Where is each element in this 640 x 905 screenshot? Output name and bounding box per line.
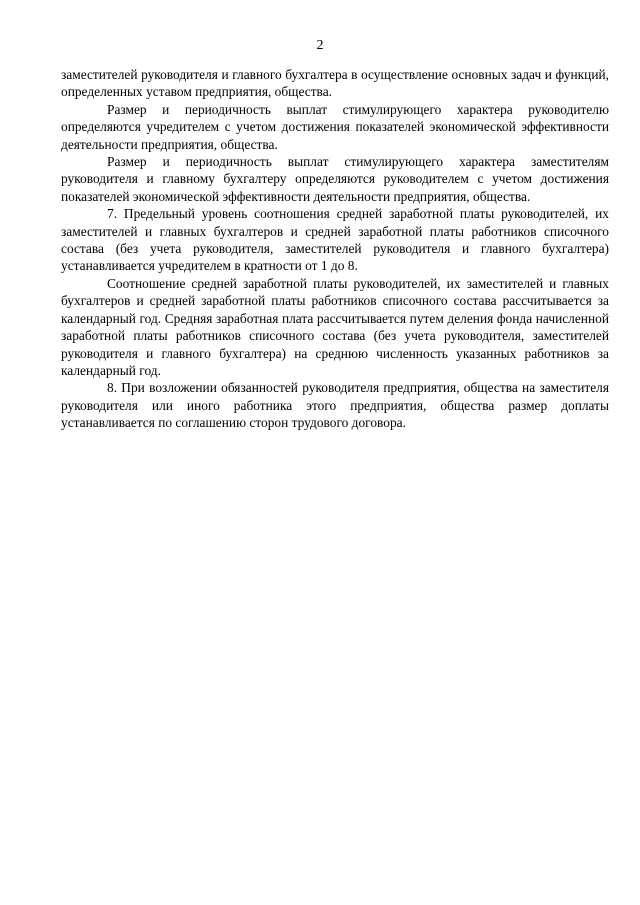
paragraph-deputies-bonus: Размер и периодичность выплат стимулирующего характера заместителям руководителя и главному бухгалтеру определяются руководителем с учетом достижения показателей экономической эффективности деятельности предприятия, общества. <box>61 154 609 204</box>
document-body <box>61 66 609 432</box>
page-number: 2 <box>316 38 324 53</box>
paragraph-salary-ratio: Соотношение средней заработной платы руководителей, их заместителей и главных бухгалтеров и средней заработной платы работников списочного состава рассчитывается за календарный год. Средняя заработная плата рассчитывается путем деления фонда начисленной заработной платы работников списочного состава (без учета руководителя, заместителей руководителя и главного бухгалтера) на среднюю численность указанных работников за календарный год. <box>61 275 609 378</box>
paragraph-item-8: 8. При возложении обязанностей руководителя предприятия, общества на заместителя руководителя или иного работника этого предприятия, общества размер доплаты устанавливается по соглашению сторон трудового договора. <box>61 380 609 431</box>
paragraph-head-bonus: Размер и периодичность выплат стимулирующего характера руководителю определяются учредителем с учетом достижения показателей экономической эффективности деятельности предприятия, общества. <box>61 101 609 152</box>
paragraph-continuation: заместителей руководителя и главного бухгалтера в осуществление основных задач и функций, определенных уставом предприятия, общества. <box>61 67 609 100</box>
paragraph-item-7: 7. Предельный уровень соотношения средней заработной платы руководителей, их заместителей и главных бухгалтеров и средней заработной платы работников списочного состава (без учета руководителя, заместителей руководителя и главного бухгалтера) устанавливается учредителем в кратности от 1 до 8. <box>61 206 609 274</box>
